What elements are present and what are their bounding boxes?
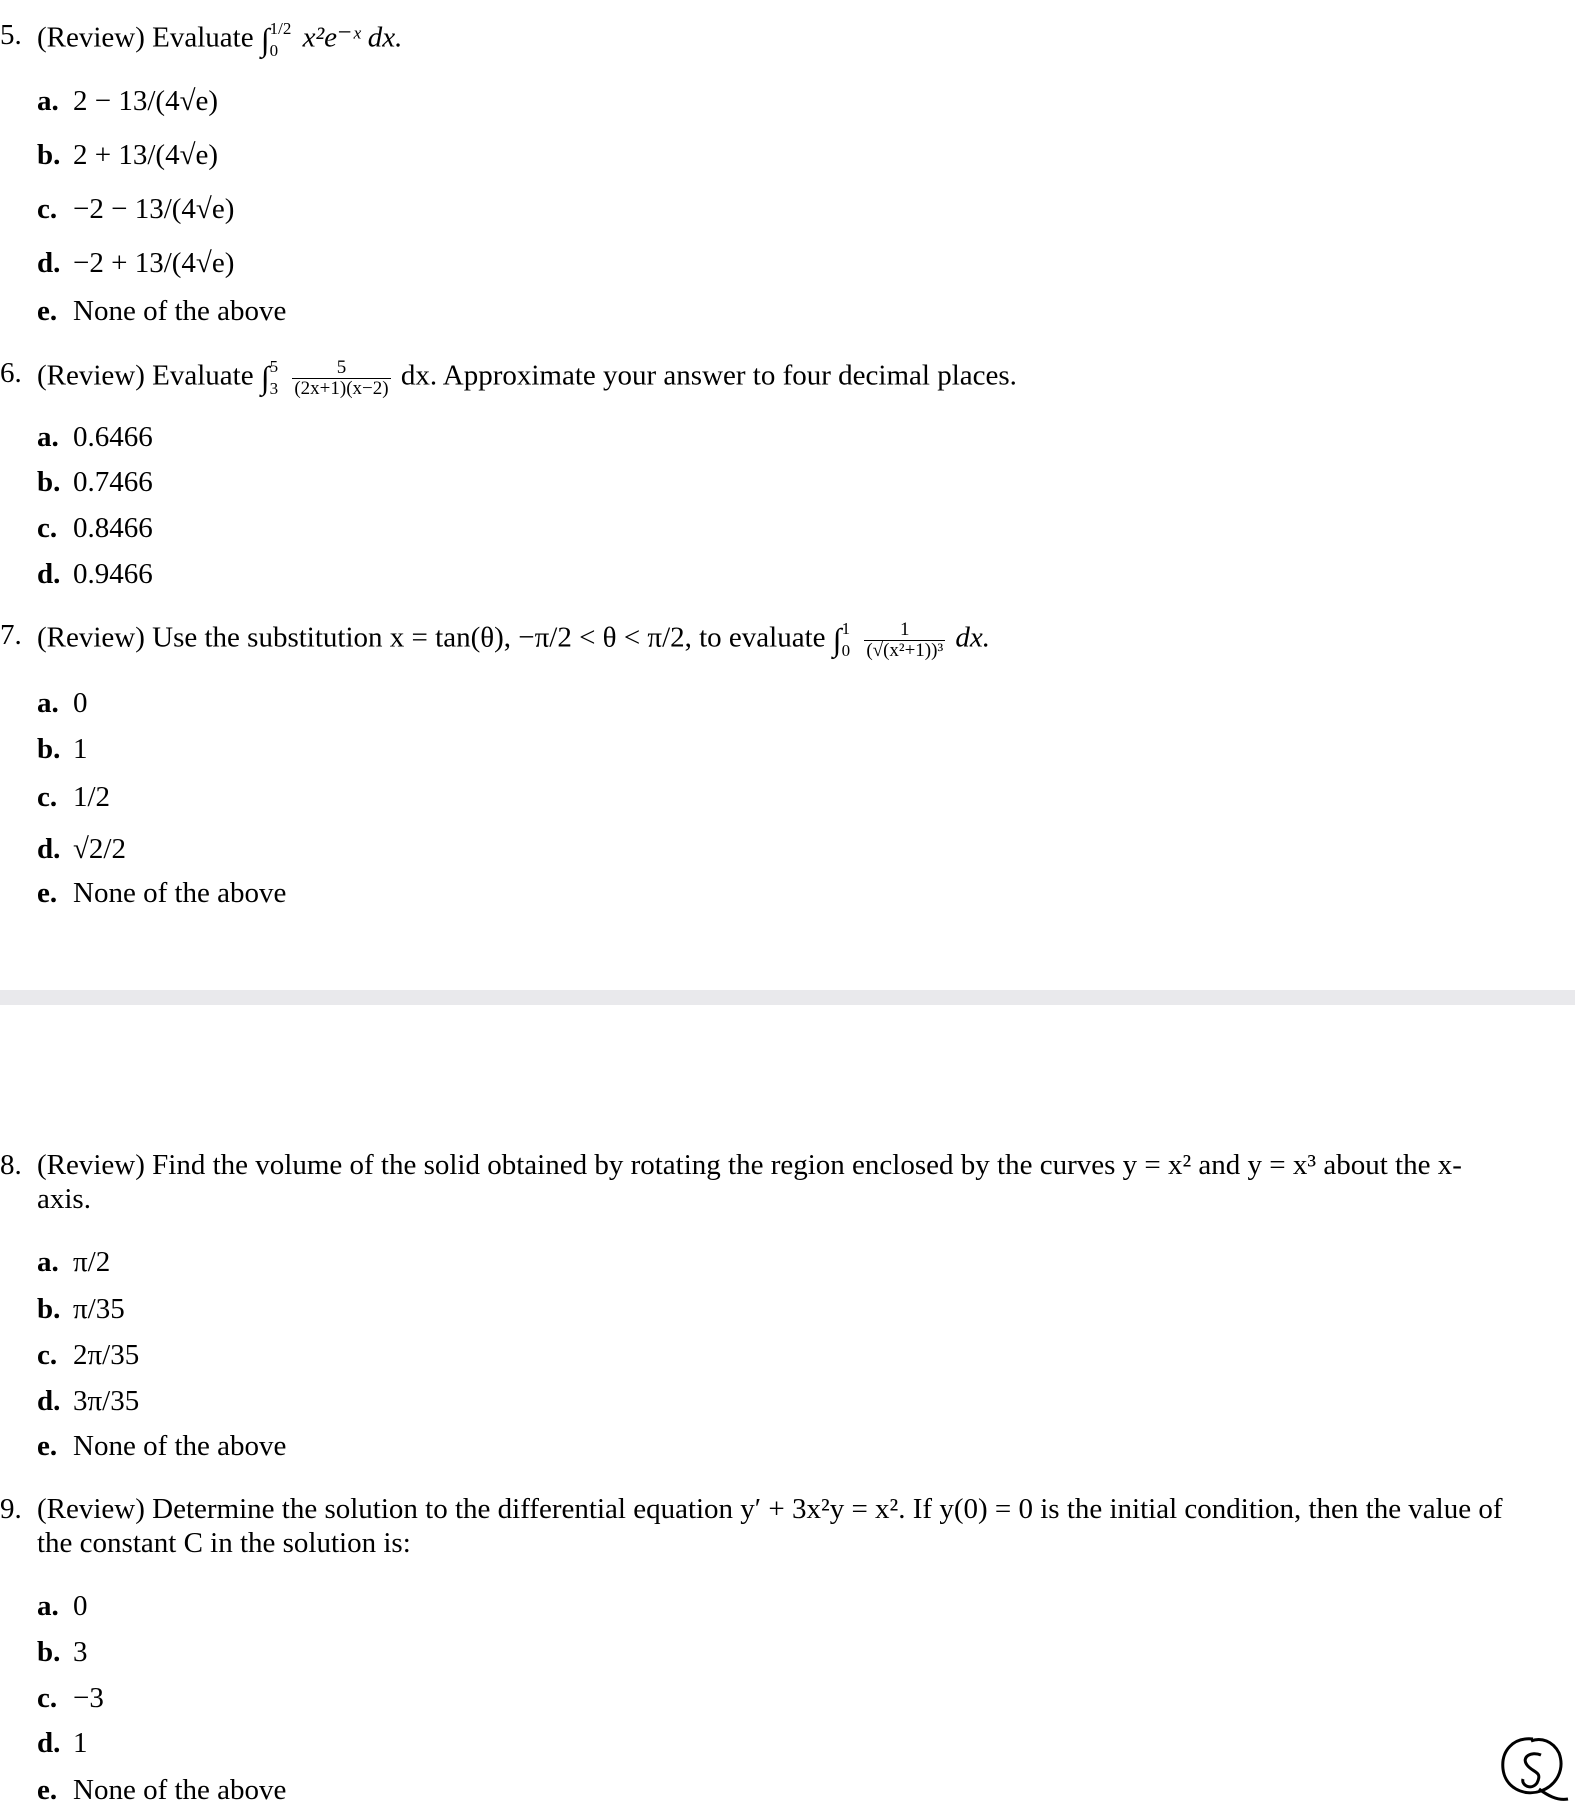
option-5d[interactable]: d. −2 + 13/(4√e)	[37, 247, 235, 279]
question-text: (Review) Evaluate ∫ 1/2 0 x²e⁻ˣ dx.	[37, 19, 403, 60]
question-number: 8.	[0, 1149, 22, 1181]
option-8a[interactable]: a. π/2	[37, 1246, 111, 1278]
question-9	[0, 1492, 1510, 1560]
option-5a[interactable]: a. 2 − 13/(4√e)	[37, 85, 219, 117]
option-7b[interactable]: b. 1	[37, 733, 88, 765]
page-separator	[0, 990, 1575, 1005]
option-8e[interactable]: e. None of the above	[37, 1430, 287, 1462]
question-text: (Review) Determine the solution to the differential equation y′ + 3x²y = x². If y(0) = 0 is the initial condition, then the value of the constant C in the solution is:	[37, 1493, 1503, 1559]
option-7e[interactable]: e. None of the above	[37, 877, 287, 909]
option-8c[interactable]: c. 2π/35	[37, 1339, 140, 1371]
question-number: 7.	[0, 619, 22, 651]
option-5b[interactable]: b. 2 + 13/(4√e)	[37, 139, 219, 171]
question-5	[0, 18, 1510, 62]
option-9d[interactable]: d. 1	[37, 1727, 88, 1759]
option-7c[interactable]: c. 1/2	[37, 781, 111, 813]
question-8	[0, 1148, 1510, 1216]
question-7	[0, 618, 1510, 662]
question-number: 5.	[0, 19, 22, 51]
question-text: (Review) Evaluate ∫ 5 3 $\frac{5}{(2x+1)(x-2)}$ dx. Approximate your answer to four decimal places.	[37, 356, 1017, 399]
signature-icon	[1495, 1733, 1570, 1805]
option-9e[interactable]: e. None of the above	[37, 1774, 287, 1806]
option-6b[interactable]: b. 0.7466	[37, 466, 153, 498]
option-6d[interactable]: d. 0.9466	[37, 558, 153, 590]
option-9a[interactable]: a. 0	[37, 1590, 88, 1622]
question-number: 6.	[0, 357, 22, 389]
question-text: (Review) Find the volume of the solid obtained by rotating the region enclosed by the curves y = x² and y = x³ about the x-axis.	[37, 1149, 1462, 1215]
option-5e[interactable]: e. None of the above	[37, 295, 287, 327]
option-7a[interactable]: a. 0	[37, 687, 88, 719]
question-6	[0, 356, 1510, 400]
question-text: (Review) Use the substitution x = tan(θ), −π/2 < θ < π/2, to evaluate ∫ 1 0 $\frac{1}{\text{(√(x²+1))³}}$ dx.	[37, 618, 991, 661]
option-8b[interactable]: b. π/35	[37, 1293, 125, 1325]
option-9c[interactable]: c. −3	[37, 1682, 104, 1714]
option-5c[interactable]: c. −2 − 13/(4√e)	[37, 193, 235, 225]
integrand-fraction: $\frac{5}{(2x+1)(x-2)}$	[294, 356, 389, 399]
option-7d[interactable]: d. √2/2	[37, 833, 126, 865]
integrand-fraction: $\frac{1}{\text{(√(x²+1))³}}$	[866, 618, 944, 661]
option-8d[interactable]: d. 3π/35	[37, 1385, 140, 1417]
option-6a[interactable]: a. 0.6466	[37, 421, 153, 453]
question-number: 9.	[0, 1493, 22, 1525]
page-2	[0, 1005, 1575, 1813]
option-6c[interactable]: c. 0.8466	[37, 512, 153, 544]
option-9b[interactable]: b. 3	[37, 1636, 88, 1668]
